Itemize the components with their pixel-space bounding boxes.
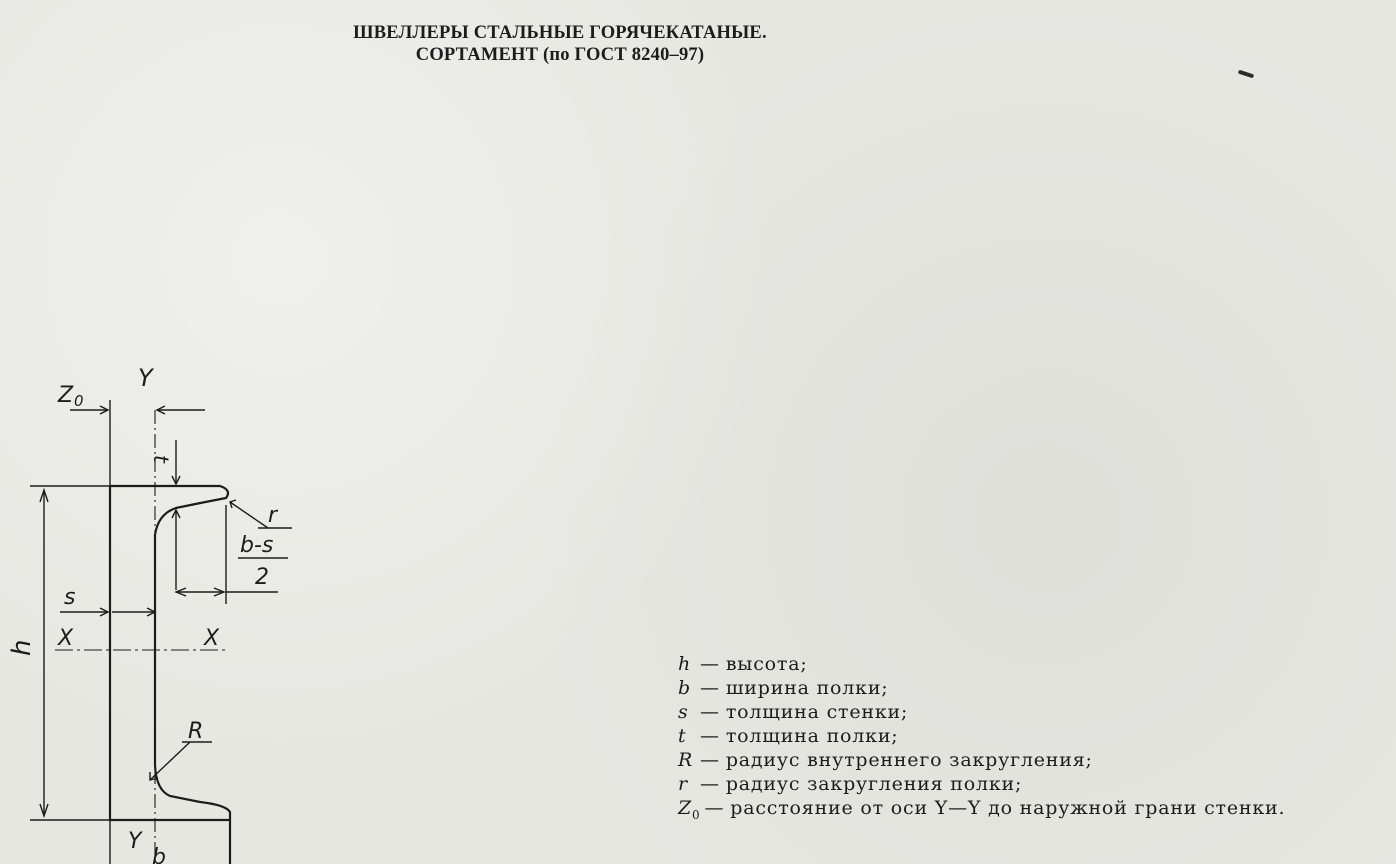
z0-subscript: 0	[74, 392, 84, 410]
legend-item-b: b — ширина полки;	[678, 677, 889, 699]
r-leader	[230, 502, 268, 528]
legend-text: радиус закругления полки;	[725, 773, 1023, 795]
legend-text: радиус внутреннего закругления;	[725, 749, 1093, 771]
h-label: h	[7, 639, 37, 656]
legend-symbol: t	[678, 725, 687, 747]
channel-cross-section-diagram	[0, 350, 300, 864]
legend-item-s: s — толщина стенки;	[678, 701, 909, 723]
title-line-2: СОРТАМЕНТ (по ГОСТ 8240–97)	[415, 45, 705, 65]
channel-drawing	[0, 350, 300, 864]
legend-text: толщина стенки;	[725, 701, 909, 723]
legend-symbol: r	[678, 773, 688, 795]
x-axis-label-right: X	[204, 626, 220, 651]
legend-symbol: b	[678, 677, 691, 699]
s-label: s	[64, 585, 76, 610]
legend-item-t: t — толщина полки;	[678, 725, 899, 747]
document-title	[0, 22, 1120, 66]
legend-text: высота;	[725, 653, 808, 675]
channel-profile	[110, 486, 230, 864]
fraction-denominator: 2	[255, 565, 269, 590]
legend-symbol	[678, 796, 700, 827]
R-label: R	[188, 719, 204, 744]
legend-symbol-main: Z	[678, 797, 693, 819]
legend-symbol-subscript: 0	[692, 807, 701, 822]
symbol-legend	[678, 652, 1396, 827]
b-label: b	[152, 845, 166, 864]
fraction-numerator: b-s	[240, 533, 274, 558]
ink-speck	[1238, 70, 1254, 79]
z0-label: Z	[58, 383, 74, 408]
channel-outer-edge	[110, 486, 230, 820]
title-line-1: ШВЕЛЛЕРЫ СТАЛЬНЫЕ ГОРЯЧЕКАТАНЫЕ.	[353, 23, 767, 43]
t-label: t	[149, 455, 173, 463]
legend-symbol: h	[678, 653, 692, 675]
legend-item-R: R — радиус внутреннего закругления;	[678, 749, 1093, 771]
legend-text: ширина полки;	[725, 677, 889, 699]
x-axis-label-left: X	[58, 626, 74, 651]
legend-symbol: R	[678, 749, 694, 771]
legend-symbol: s	[678, 701, 689, 723]
legend-text: толщина полки;	[725, 725, 899, 747]
r-label: r	[268, 503, 278, 528]
legend-item-z0: $Z_0$ — расстояние от оси Y—Y до наружной грани стенки.	[678, 796, 1396, 827]
legend-item-h: h — высота;	[678, 653, 808, 675]
y-axis-label-bottom: Y	[128, 829, 142, 854]
legend-item-r: r — радиус закругления полки;	[678, 773, 1023, 795]
legend-text: расстояние от оси Y—Y до наружной грани стенки.	[730, 797, 1286, 819]
y-axis-label-top: Y	[138, 364, 153, 392]
